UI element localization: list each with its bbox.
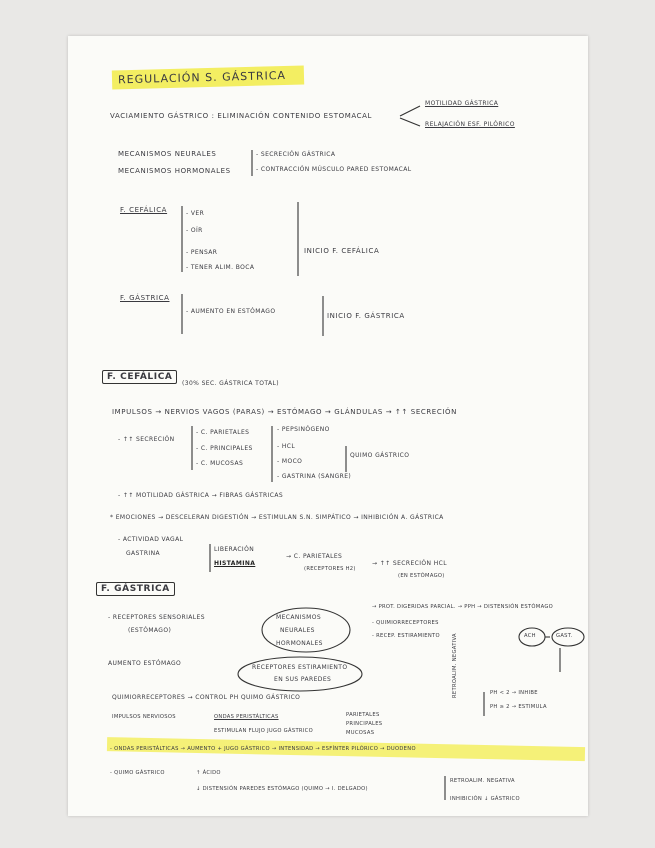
relajacion-branch: RELAJACIÓN ESF. PILÓRICO [425, 121, 515, 128]
motilidad-line: - ↑↑ MOTILIDAD GÁSTRICA → FIBRAS GÁSTRICAS [118, 492, 284, 499]
inicio-f-cefalica: INICIO F. CEFÁLICA [304, 247, 380, 255]
receptores-box-line: EN SUS PAREDES [274, 676, 332, 683]
motilidad-branch: MOTILIDAD GÁSTRICA [425, 100, 499, 107]
impulsos-line: IMPULSOS → NERVIOS VAGOS (PARAS) → ESTÓMAGO → GLÁNDULAS → ↑↑ SECRECIÓN [112, 408, 457, 416]
out-prot-digeridas: → PROT. DIGERIDAS PARCIAL. → PPH → DISTENSIÓN ESTÓMAGO [372, 604, 554, 610]
cefalica-item: - TENER ALIM. BOCA [186, 264, 255, 271]
gastrina: GASTRINA [126, 550, 160, 557]
cefalica-note: (30% SEC. GÁSTRICA TOTAL) [182, 380, 279, 387]
secrecion-gastrica: - SECRECIÓN GÁSTRICA [256, 151, 336, 158]
ondas-peristalticas: ONDAS PERISTÁLTICAS [214, 714, 279, 720]
product-item: - GASTRINA (SANGRE) [277, 473, 352, 480]
impulsos-nerviosos: IMPULSOS NERVIOSOS [112, 714, 176, 720]
receptores-sensoriales: - RECEPTORES SENSORIALES [108, 614, 205, 621]
receptores-box-line: RECEPTORES ESTIRAMIENTO [252, 664, 348, 671]
ondas-highlight-line: - ONDAS PERISTÁLTICAS → AUMENTO + JUGO GÁSTRICO → INTENSIDAD → ESFÍNTER PILÓRICO → DUODENO [110, 746, 416, 752]
quimo-gastrico: QUIMO GÁSTRICO [350, 452, 410, 459]
c-parietales: → C. PARIETALES [286, 553, 343, 560]
en-estomago: (EN ESTÓMAGO) [398, 573, 445, 579]
cefalica-item: - OÍR [186, 227, 203, 234]
quimiorreceptores-line: QUIMIORRECEPTORES → CONTROL PH QUIMO GÁSTRICO [112, 694, 301, 701]
f-gastrica-label: F. GÁSTRICA [120, 294, 170, 302]
secrecion-hcl: → ↑↑ SECRECIÓN HCL [372, 560, 447, 567]
estimulan-flujo: ESTIMULAN FLUJO JUGO GÁSTRICO [214, 728, 313, 734]
ph-inhibe: PH < 2 → INHIBE [490, 690, 538, 696]
product-item: - HCL [277, 443, 296, 450]
histamina: HISTAMINA [214, 560, 256, 567]
secrecion-label: - ↑↑ SECRECIÓN [118, 436, 175, 443]
acido-line: ↑ ÁCIDO [196, 770, 221, 776]
contraccion-musculo: - CONTRACCIÓN MÚSCULO PARED ESTOMACAL [256, 166, 412, 173]
inhibicion-gastrico: INHIBICIÓN ↓ GÁSTRICO [450, 796, 520, 802]
cefalica-item: - VER [186, 210, 205, 217]
product-item: - MOCO [277, 458, 303, 465]
ach-circle: ACH [524, 633, 536, 639]
gast-circle: GAST. [556, 633, 573, 639]
cell-item: - C. PRINCIPALES [196, 445, 253, 452]
pared-cell: MUCOSAS [346, 730, 375, 736]
mecanismos-neurales: MECANISMOS NEURALES [118, 150, 217, 158]
liberacion: LIBERACIÓN [214, 546, 255, 553]
out-recep-estiramiento: - RECEP. ESTIRAMIENTO [372, 633, 440, 639]
out-quimiorreceptores: - QUIMIORRECEPTORES [372, 620, 439, 626]
retroalim-negativa-2: RETROALIM. NEGATIVA [450, 778, 515, 784]
mecanismos-box-line: MECANISMOS [276, 614, 322, 621]
mecanismos-hormonales: MECANISMOS HORMONALES [118, 167, 231, 175]
actividad-vagal: - ACTIVIDAD VAGAL [118, 536, 184, 543]
estomago-label: (ESTÓMAGO) [128, 627, 172, 634]
ph-estimula: PH ≥ 2 → ESTIMULA [490, 704, 547, 710]
quimo-gastrico-line: - QUIMO GÁSTRICO [110, 770, 165, 776]
vaciamiento-text: VACIAMIENTO GÁSTRICO : ELIMINACIÓN CONTENIDO ESTOMACAL [110, 112, 372, 120]
pared-cell: PRINCIPALES [346, 721, 383, 727]
distension-line: ↓ DISTENSIÓN PAREDES ESTÓMAGO (QUIMO → I. DELGADO) [196, 786, 368, 792]
cefalica-heading: F. CEFÁLICA [102, 370, 177, 384]
retroalim-negativa: RETROALIM. NEGATIVA [452, 633, 458, 698]
f-cefalica-label: F. CEFÁLICA [120, 206, 168, 214]
product-item: - PEPSINÓGENO [277, 426, 330, 433]
cefalica-item: - PENSAR [186, 249, 218, 256]
inicio-f-gastrica: INICIO F. GÁSTRICA [327, 312, 405, 320]
pared-cell: PARIETALES [346, 712, 380, 718]
gastrica-heading: F. GÁSTRICA [96, 582, 175, 596]
cell-item: - C. PARIETALES [196, 429, 250, 436]
emociones-line: * EMOCIONES → DESCELERAN DIGESTIÓN → ESTIMULAN S.N. SIMPÁTICO → INHIBICIÓN A. GÁSTRICA [110, 514, 444, 521]
mecanismos-box-line: NEURALES [280, 627, 315, 634]
aumento-estomago: - AUMENTO EN ESTÓMAGO [186, 308, 276, 315]
aumento-distension: AUMENTO ESTÓMAGO [108, 660, 182, 667]
page-title: REGULACIÓN S. GÁSTRICA [112, 65, 304, 89]
mecanismos-box-line: HORMONALES [276, 640, 323, 647]
cell-item: - C. MUCOSAS [196, 460, 244, 467]
receptores-h2: (RECEPTORES H2) [304, 566, 356, 572]
